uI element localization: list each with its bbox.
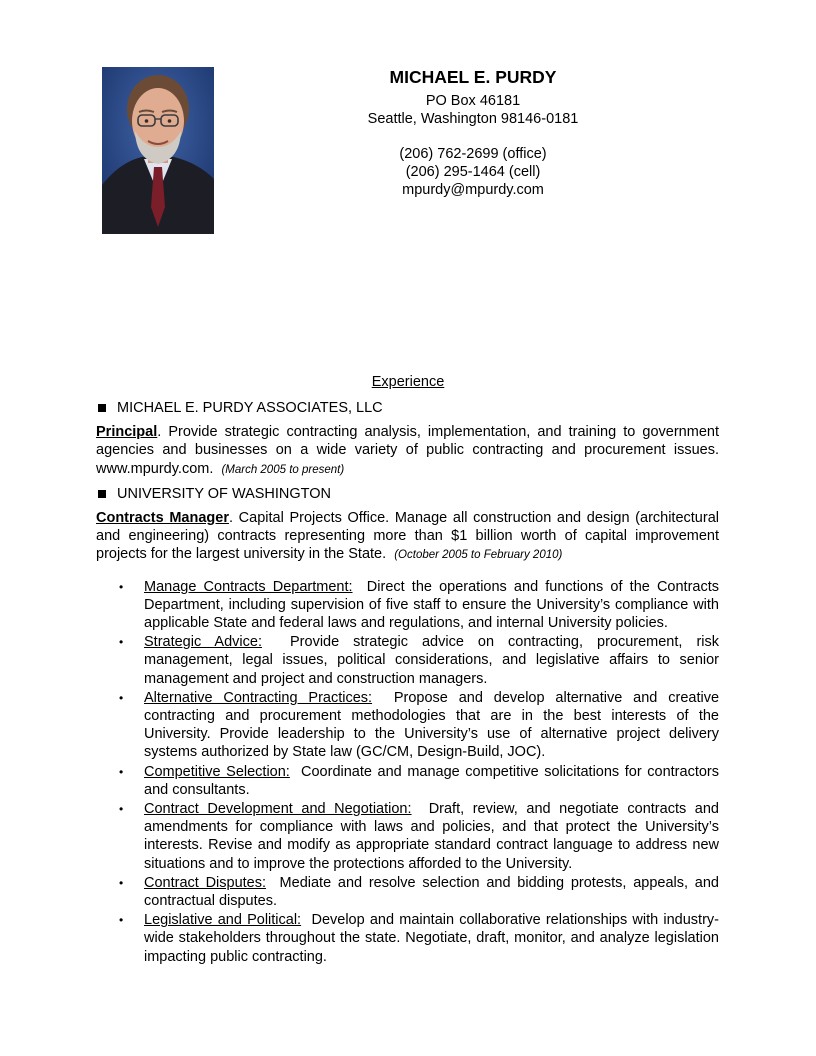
- experience-heading: Experience: [371, 374, 445, 390]
- responsibility-list: [96, 578, 719, 966]
- responsibility-topic: Competitive Selection:: [144, 763, 290, 780]
- bullet-dot-icon: •: [119, 635, 124, 650]
- org-name: MICHAEL E. PURDY ASSOCIATES, LLC: [117, 400, 383, 416]
- email-address: mpurdy@mpurdy.com: [402, 182, 544, 198]
- bullet-dot-icon: •: [119, 802, 124, 817]
- responsibility-text: Direct the operations and functions of the Contracts Department, including supervision of five staff to ensure the University’s compliance with applicable State and federal laws and regulations, and internal University policies.: [144, 578, 720, 632]
- job-title: Principal: [96, 424, 158, 441]
- responsibility-text: Mediate and resolve selection and bidding protests, appeals, and contractual disputes.: [144, 874, 719, 910]
- job-title: Contracts Manager: [96, 510, 229, 527]
- responsibility-topic: Contract Development and Negotiation:: [144, 801, 412, 818]
- address-line-1: PO Box 46181: [425, 93, 521, 109]
- portrait-illustration: [102, 67, 214, 234]
- org-heading: [96, 399, 719, 417]
- responsibility-topic: Strategic Advice:: [144, 634, 262, 651]
- responsibility-topic: Contract Disputes:: [144, 874, 267, 891]
- list-item: [96, 689, 719, 762]
- job-description: . Provide strategic contracting analysis, implementation, and training to government agencies and businesses on a wide variety of public contracting and procurement issues. www.mpurdy.com.: [96, 424, 719, 477]
- list-item: [96, 800, 719, 873]
- list-item: [96, 763, 719, 799]
- bullet-dot-icon: •: [119, 690, 124, 705]
- list-item: [96, 874, 719, 910]
- responsibility-topic: Manage Contracts Department:: [144, 578, 353, 595]
- phone-office: (206) 762-2699 (office): [399, 146, 547, 162]
- portrait-photo: [102, 67, 214, 234]
- job-summary: [96, 509, 719, 565]
- square-bullet-icon: [98, 490, 106, 498]
- contact-header: [300, 66, 646, 199]
- responsibility-text: Draft, review, and negotiate contracts and amendments for compliance with laws and policies, and that protect the University’s interests. Revise and modify as appropriate standard contract language to address new situations and to improve the protections afforded to the University.: [144, 801, 719, 872]
- org-heading: [96, 485, 719, 503]
- bullet-dot-icon: •: [119, 579, 124, 594]
- job-dates: (March 2005 to present): [221, 463, 345, 476]
- job-summary: [96, 423, 719, 479]
- address-line-2: Seattle, Washington 98146-0181: [367, 111, 579, 127]
- phone-cell: (206) 295-1464 (cell): [405, 164, 541, 180]
- candidate-name: MICHAEL E. PURDY: [389, 67, 557, 87]
- responsibility-text: Propose and develop alternative and creative contracting and procurement methodologies that are in the best interests of the University. Provide leadership to the University’s use of alternative project delivery systems authorized by State law (GC/CM, Design-Build, JOC).: [144, 689, 720, 761]
- org-name: UNIVERSITY OF WASHINGTON: [117, 485, 332, 502]
- bullet-dot-icon: •: [119, 875, 124, 890]
- experience-section: [96, 399, 719, 967]
- responsibility-text: Coordinate and manage competitive solicitations for contractors and consultants.: [144, 763, 719, 798]
- bullet-dot-icon: •: [119, 913, 124, 928]
- responsibility-topic: Legislative and Political:: [144, 912, 302, 929]
- list-item: [96, 911, 719, 966]
- job-dates: (October 2005 to February 2010): [394, 549, 563, 562]
- square-bullet-icon: [98, 404, 106, 412]
- job-description: . Capital Projects Office. Manage all construction and design (architectural and engineering) contracts representing more than $1 billion worth of capital improvement projects for the largest university in the State.: [96, 510, 719, 563]
- list-item: [96, 633, 719, 688]
- responsibility-text: Develop and maintain collaborative relationships with industry-wide stakeholders throughout the state. Negotiate, draft, monitor, and analyze legislation impacting public contracting.: [144, 912, 719, 965]
- responsibility-text: Provide strategic advice on contracting, procurement, risk management, legal issues, political considerations, and legislative affairs to senior management and project and construction managers.: [144, 634, 719, 687]
- responsibility-topic: Alternative Contracting Practices:: [144, 689, 373, 706]
- bullet-dot-icon: •: [119, 764, 124, 779]
- list-item: [96, 578, 719, 633]
